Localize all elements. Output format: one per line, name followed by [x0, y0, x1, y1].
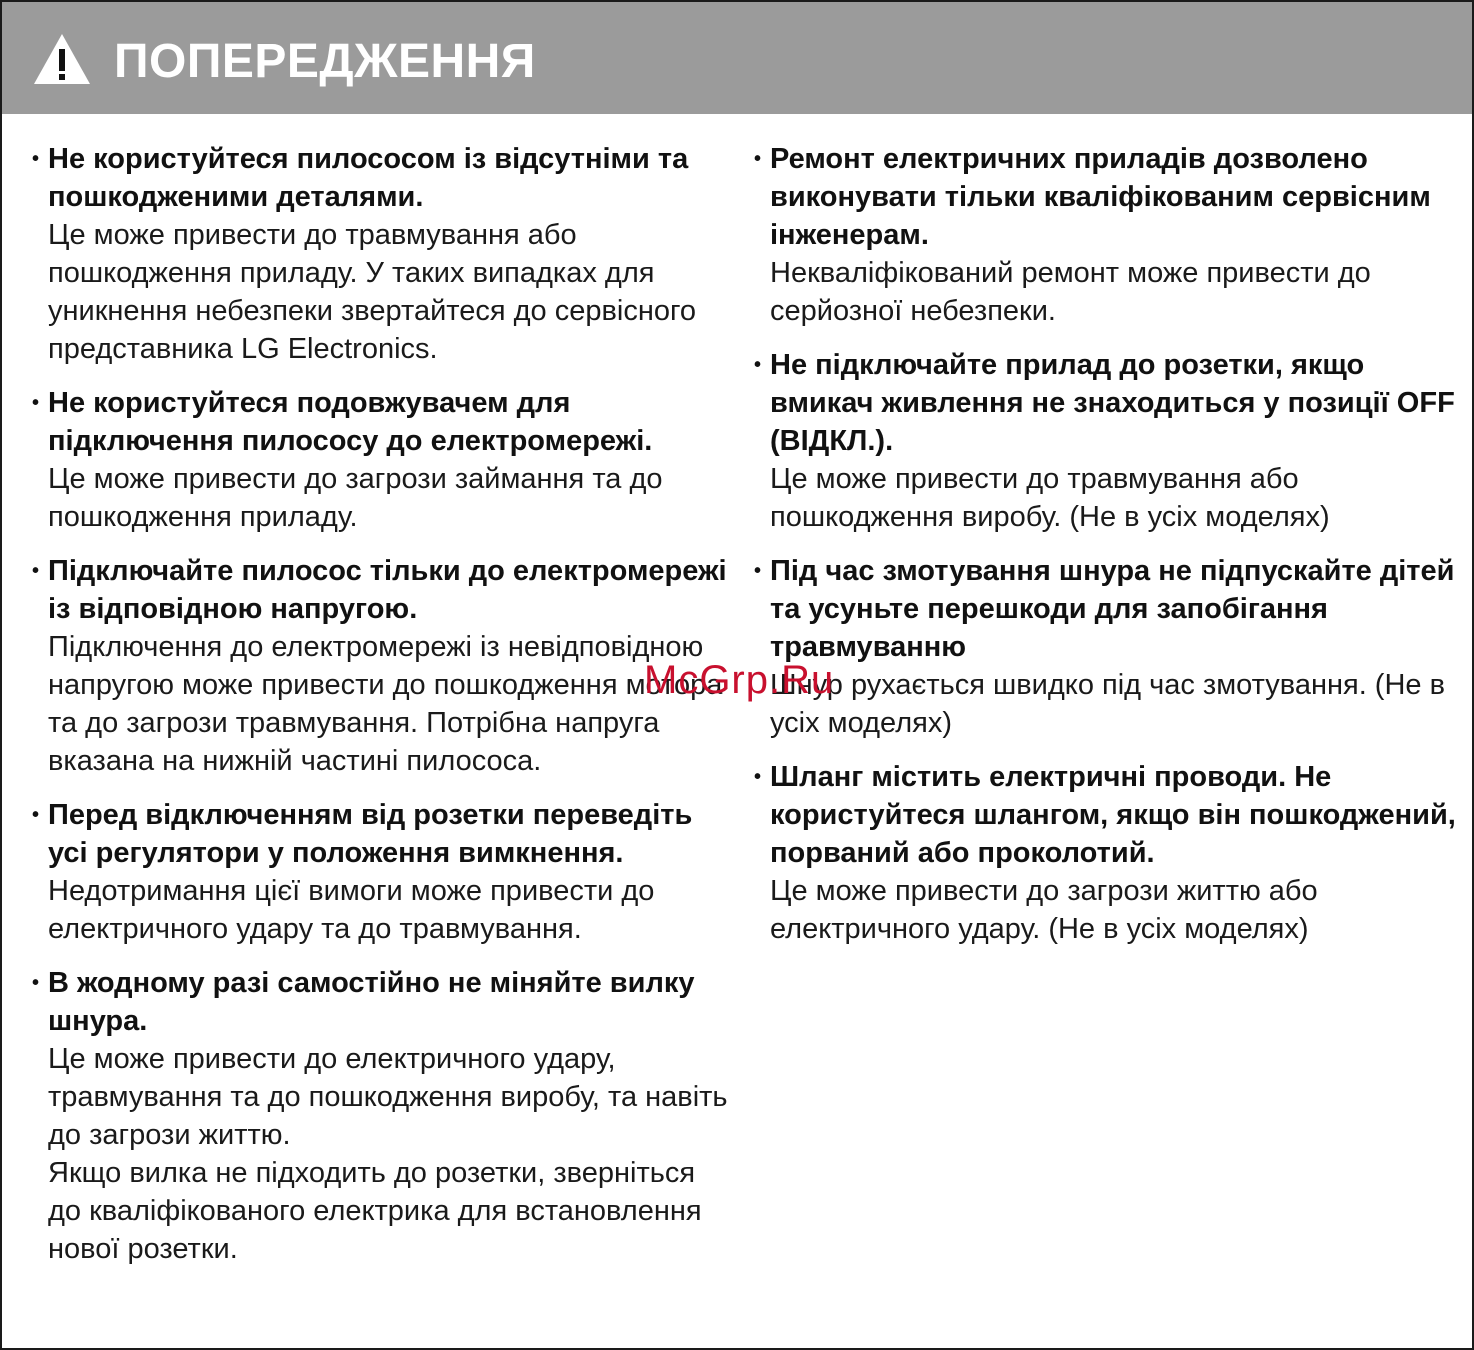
warning-text: Некваліфікований ремонт може привести до серйозної небезпеки. — [770, 257, 1371, 327]
warning-item — [32, 384, 732, 536]
left-column — [32, 140, 732, 1284]
warning-heading: В жодному разі самостійно не міняйте вилку шнура. — [48, 967, 695, 1037]
warning-item — [32, 552, 732, 780]
bullet: • — [754, 560, 762, 582]
warning-heading: Не користуйтеся подовжувачем для підключення пилососу до електромережі. — [48, 387, 653, 457]
warning-heading: Не підключайте прилад до розетки, якщо вмикач живлення не знаходиться у позиції OFF (ВІДКЛ.). — [770, 349, 1455, 457]
bullet: • — [754, 354, 762, 376]
warning-heading: Шланг містить електричні проводи. Не користуйтеся шлангом, якщо він пошкоджений, порваний або проколотий. — [770, 761, 1456, 869]
warning-header — [2, 2, 1472, 114]
bullet: • — [32, 560, 40, 582]
warning-text: Це може привести до загрози життю або електричного удару. (Не в усіх моделях) — [770, 875, 1318, 945]
warning-item — [32, 964, 732, 1268]
warning-heading: Підключайте пилосос тільки до електромережі із відповідною напругою. — [48, 555, 727, 625]
warning-item — [754, 552, 1466, 742]
warning-text-extra: Якщо вилка не підходить до розетки, зверніться до кваліфікованого електрика для встановлення нової розетки. — [48, 1157, 702, 1265]
warning-item — [754, 140, 1466, 330]
watermark: McGrp.Ru — [644, 658, 835, 702]
bullet: • — [754, 148, 762, 170]
warning-heading: Під час змотування шнура не підпускайте дітей та усуньте перешкоди для запобігання травмуванню — [770, 555, 1455, 663]
warning-heading: Ремонт електричних приладів дозволено виконувати тільки кваліфікованим сервісним інженерам. — [770, 143, 1431, 251]
warning-item — [754, 758, 1466, 948]
warning-text: Підключення до електромережі із невідповідною напругою може привести до пошкодження мотора та до загрози травмування. Потрібна напруга вказана на нижній частині пилососа. — [48, 631, 723, 777]
warning-text: Це може привести до травмування або пошкодження приладу. У таких випадках для уникнення небезпеки звертайтеся до сервісного представника LG Electronics. — [48, 219, 697, 365]
page-title: ПОПЕРЕДЖЕННЯ — [114, 35, 536, 88]
warning-text: Це може привести до травмування або пошкодження виробу. (Не в усіх моделях) — [770, 463, 1330, 533]
warning-item — [32, 140, 732, 368]
bullet: • — [32, 804, 40, 826]
warning-text: Шнур рухається швидко під час змотування. (Не в усіх моделях) — [770, 669, 1446, 739]
warning-item — [32, 796, 732, 948]
warning-heading: Перед відключенням від розетки переведіть усі регулятори у положення вимкнення. — [48, 799, 693, 869]
warning-triangle-icon — [32, 32, 92, 86]
bullet: • — [32, 392, 40, 414]
bullet: • — [32, 148, 40, 170]
right-column — [754, 140, 1466, 964]
warning-item — [754, 346, 1466, 536]
warning-heading: Не користуйтеся пилососом із відсутніми та пошкодженими деталями. — [48, 143, 689, 213]
bullet: • — [754, 766, 762, 788]
warning-text: Недотримання цієї вимоги може привести до електричного удару та до травмування. — [48, 875, 655, 945]
warning-text: Це може привести до загрози займання та до пошкодження приладу. — [48, 463, 663, 533]
bullet: • — [32, 972, 40, 994]
warning-text: Це може привести до електричного удару, травмування та до пошкодження виробу, та навіть до загрози життю. — [48, 1043, 728, 1151]
